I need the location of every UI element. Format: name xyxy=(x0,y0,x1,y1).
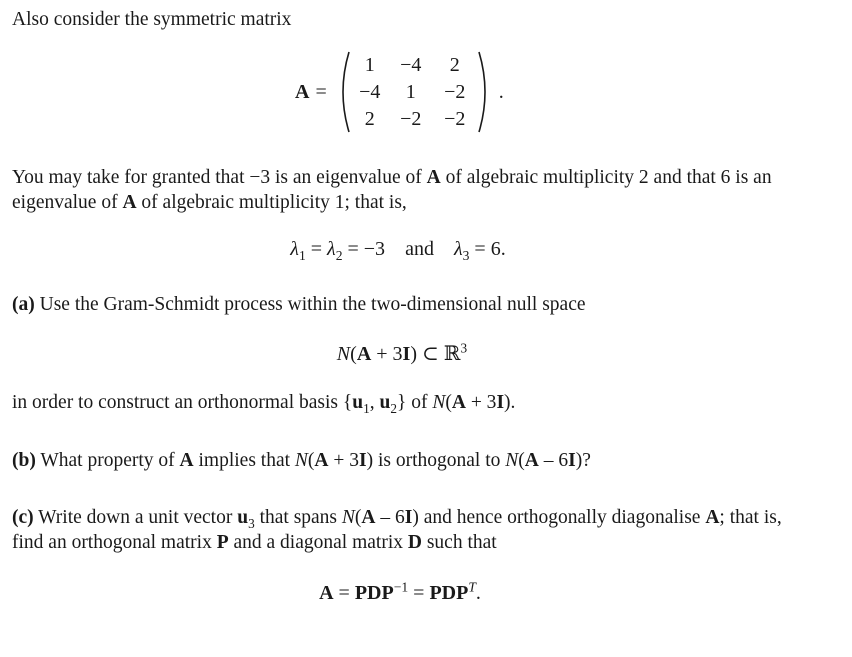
part-c-text: (c) Write down a unit vector $u_3$ that spans N(A – 6I) and hence orthogonally diagonalise A; that is, find an orthogonal matrix P and a diagonal matrix D such that xyxy=(12,507,782,553)
matrix-cell: 1 xyxy=(405,80,416,103)
part-c-label: (c) xyxy=(12,507,34,528)
matrix-cell: −2 xyxy=(444,80,466,103)
part-b-text: (b) What property of A implies that N(A + 3I) is orthogonal to N(A – 6I)? xyxy=(12,450,591,471)
matrix-cell: 2 xyxy=(449,53,460,76)
matrix-grid xyxy=(353,52,475,133)
null-space-equation: N(A + 3I) ⊂ ℝ$^3$ xyxy=(336,340,468,365)
matrix-equals: = xyxy=(315,80,327,103)
matrix-cell: −4 xyxy=(359,80,381,103)
matrix-cell: −2 xyxy=(400,107,422,130)
right-paren xyxy=(475,50,493,134)
eigen-paragraph: You may take for granted that −3 is an eigenvalue of A of algebraic multiplicity 2 and that 6 is an eigenvalue of A of algebraic multiplicity 1; that is, xyxy=(12,167,772,213)
part-a-label: (a) xyxy=(12,294,35,315)
matrix-cell: 2 xyxy=(364,107,375,130)
matrix-equation xyxy=(295,50,504,134)
matrix-cell: 1 xyxy=(364,53,375,76)
matrix-name: A xyxy=(295,80,310,103)
left-paren xyxy=(335,50,353,134)
eigen-equation: $\lambda_1 = \lambda_2 = -3$ and $\lambda_3 = 6$. xyxy=(290,238,506,263)
intro-text: Also consider the symmetric matrix xyxy=(12,9,292,30)
matrix-cell: −4 xyxy=(400,53,422,76)
part-b-label: (b) xyxy=(12,450,36,471)
part-a-basis-text: in order to construct an orthonormal basis {$u_1$, $u_2$} of N(A + 3I). xyxy=(12,392,516,416)
matrix-period: . xyxy=(498,80,504,103)
matrix-cell: −2 xyxy=(444,107,466,130)
part-a-text: (a) Use the Gram-Schmidt process within the two-dimensional null space xyxy=(12,294,586,315)
final-equation: $A = PDP^{-1} = PDP^T$. xyxy=(319,579,481,604)
